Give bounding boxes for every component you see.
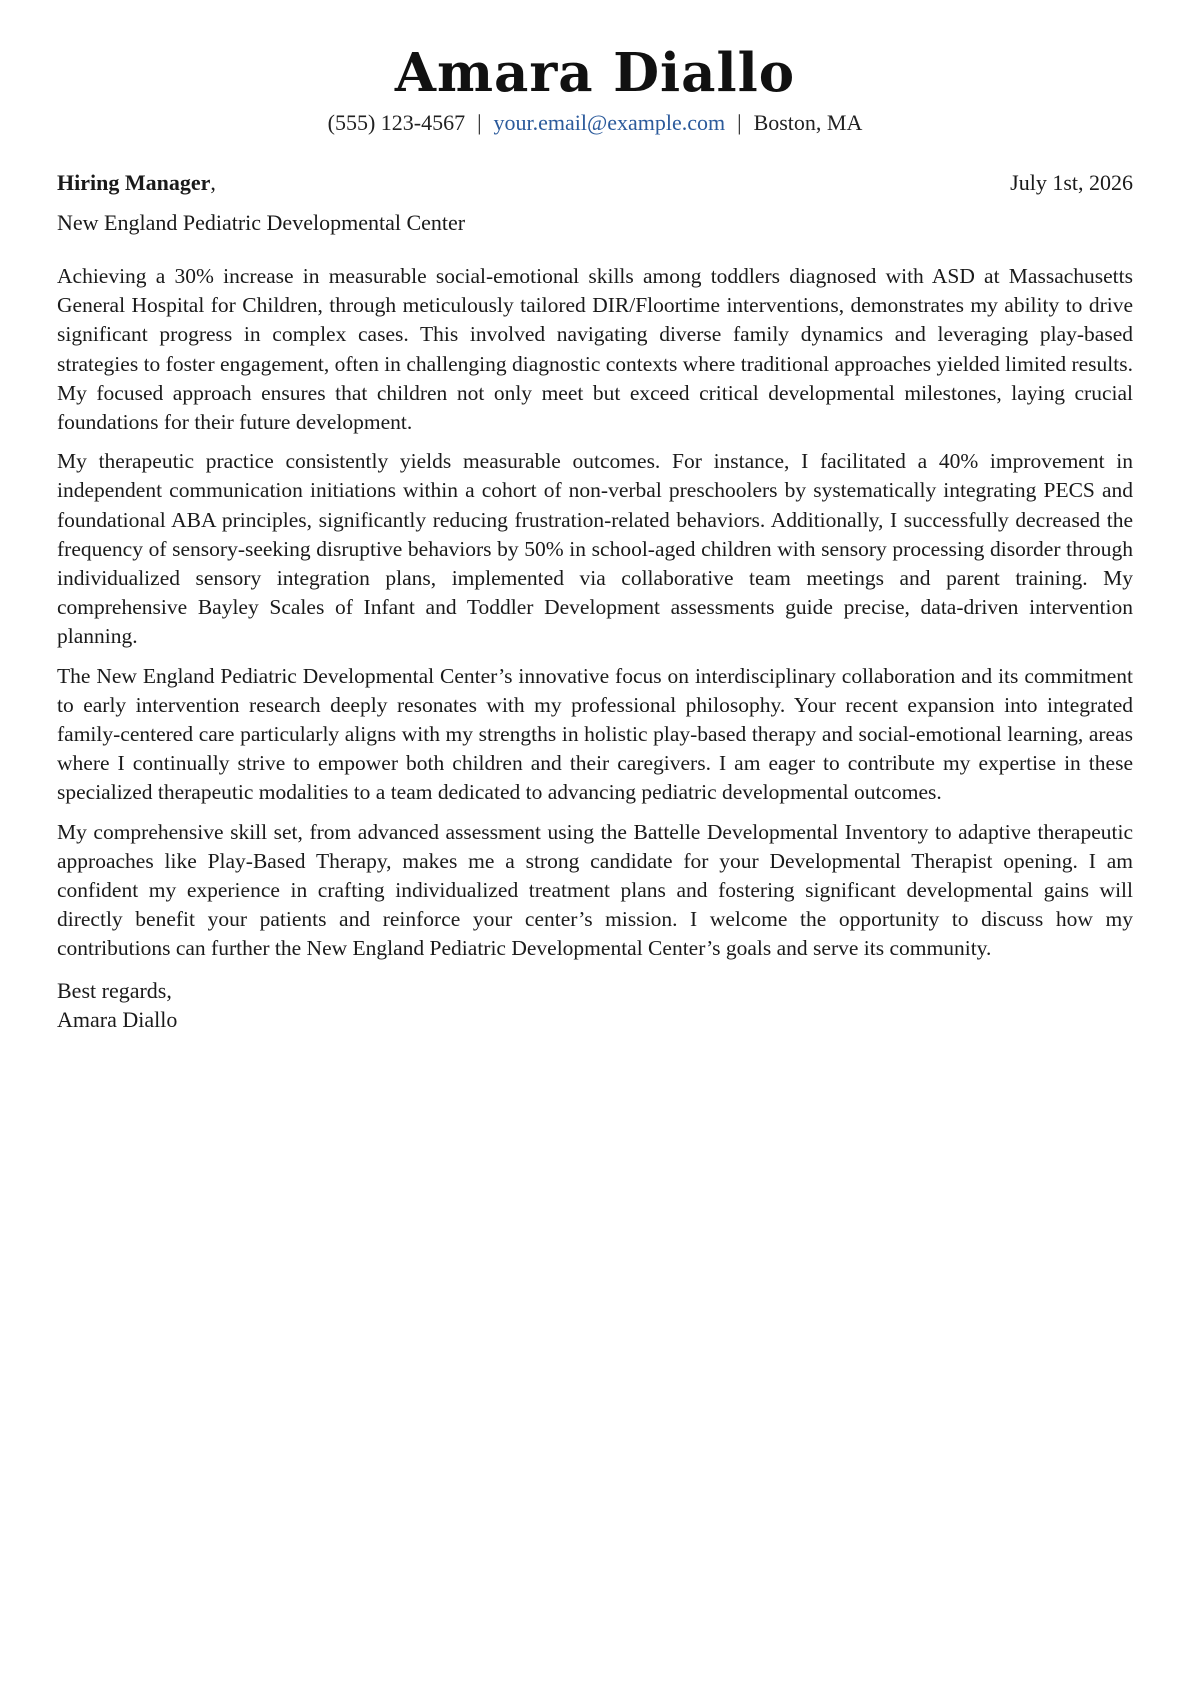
recipient-date-row [57, 168, 1133, 198]
letter-header [57, 0, 1133, 138]
recipient-name: Hiring Manager [57, 170, 211, 195]
signoff: Best regards, [57, 977, 172, 1003]
body-paragraph: The New England Pediatric Developmental Center’s innovative focus on interdisciplinary collaboration and its commitment to early intervention research deeply resonates with my professional philosophy. Your recent expansion into integrated family-centered care particularly aligns with my strengths in holistic play-based therapy and social-emotional learning, areas where I continually strive to empower both children and their caregivers. I am eager to contribute my expertise in these specialized therapeutic modalities to a team dedicated to advancing pediatric developmental outcomes. [57, 663, 1133, 805]
contact-separator: | [737, 110, 742, 135]
body-paragraph: My comprehensive skill set, from advanced assessment using the Battelle Developmental Inventory to adaptive therapeutic approaches like Play-Based Therapy, makes me a strong candidate for your Developmental Therapist opening. I am confident my experience in crafting individualized treatment plans and fostering significant developmental gains will directly benefit your patients and reinforce your center’s mission. I welcome the opportunity to discuss how my contributions can further the New England Pediatric Developmental Center’s goals and serve its community. [57, 819, 1133, 961]
email-link[interactable]: your.email@example.com [493, 110, 726, 135]
letter-closing [57, 976, 1133, 1034]
letter-body [57, 262, 1133, 964]
letter-date: July 1st, 2026 [1010, 170, 1133, 195]
recipient-company: New England Pediatric Developmental Center [57, 210, 466, 235]
location: Boston, MA [753, 110, 863, 135]
body-paragraph: My therapeutic practice consistently yields measurable outcomes. For instance, I facilitated a 40% improvement in independent communication initiations within a cohort of non-verbal preschoolers by systematically integrating PECS and foundational ABA principles, significantly reducing frustration-related behaviors. Additionally, I successfully decreased the frequency of sensory-seeking disruptive behaviors by 50% in school-aged children with sensory processing disorder through individualized sensory integration plans, implemented via collaborative team meetings and parent training. My comprehensive Bayley Scales of Infant and Toddler Development assessments guide precise, data-driven intervention planning. [57, 449, 1133, 649]
salutation-comma: , [210, 170, 216, 195]
sender-name: Amara Diallo [394, 42, 796, 104]
contact-separator: | [477, 110, 482, 135]
phone-number: (555) 123-4567 [327, 110, 466, 135]
recipient-salutation [57, 168, 216, 198]
signature-name: Amara Diallo [57, 1006, 178, 1032]
contact-line [57, 108, 1133, 138]
body-paragraph: Achieving a 30% increase in measurable social-emotional skills among toddlers diagnosed with ASD at Massachusetts General Hospital for Children, through meticulously tailored DIR/Floortime interventions, demonstrates my ability to drive significant progress in complex cases. This involved navigating diverse family dynamics and leveraging play-based strategies to foster engagement, often in challenging diagnostic contexts where traditional approaches yielded limited results. My focused approach ensures that children not only meet but exceed critical developmental milestones, laying crucial foundations for their future development. [57, 264, 1133, 435]
